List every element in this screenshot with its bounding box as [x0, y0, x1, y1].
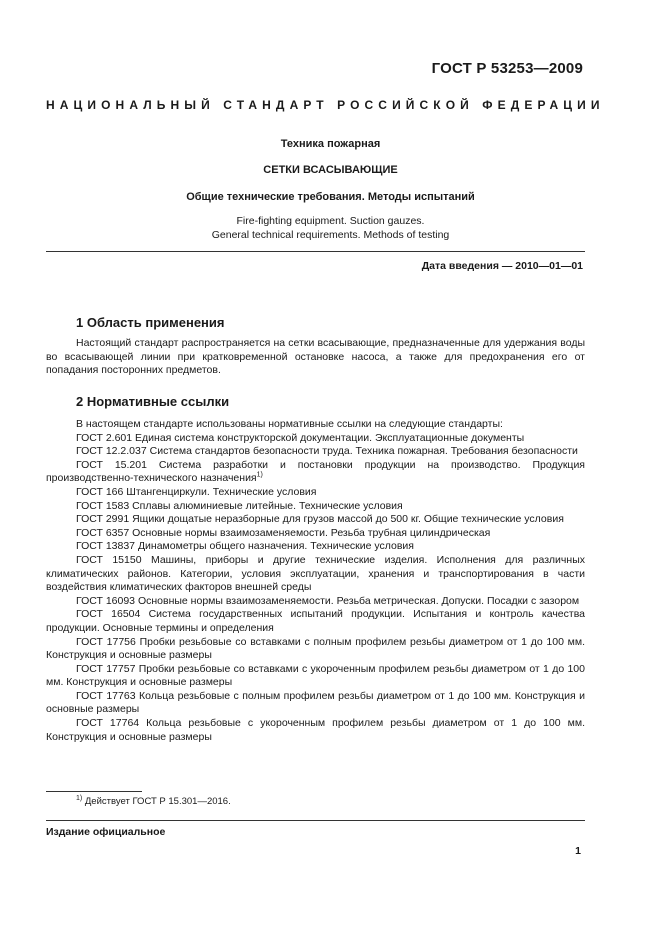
introduction-date: Дата введения — 2010—01—01 [421, 260, 583, 272]
reference-item: ГОСТ 17763 Кольца резьбовые с полным профилем резьбы диаметром от 1 до 100 мм. Конструкция и основные размеры [46, 689, 585, 716]
section-2-heading: 2 Нормативные ссылки [76, 394, 230, 409]
official-edition-label: Издание официальное [46, 826, 166, 838]
national-standard-banner: НАЦИОНАЛЬНЫЙ СТАНДАРТ РОССИЙСКОЙ ФЕДЕРАЦИИ [46, 98, 605, 112]
section-2-intro: В настоящем стандарте использованы нормативные ссылки на следующие стандарты: [76, 418, 503, 430]
reference-text: ГОСТ 15.201 Система разработки и постановки продукции на производство. Продукция производственно-технического назначения [46, 458, 585, 485]
section-1-paragraph: Настоящий стандарт распространяется на сетки всасывающие, предназначенные для удержания воды во всасывающей линии при кратковременной остановке насоса, а также для предохранения его от попадания посторонних предметов. [46, 337, 585, 377]
footnote-divider [46, 791, 142, 792]
reference-item: ГОСТ 16504 Система государственных испытаний продукции. Испытания и контроль качества продукции. Основные термины и определения [46, 608, 585, 634]
title-english-line2: General technical requirements. Methods of testing [211, 229, 450, 241]
footnote-marker: 1) [256, 471, 263, 479]
reference-item: ГОСТ 17764 Кольца резьбовые с укороченным профилем резьбы диаметром от 1 до 100 мм. Конструкция и основные размеры [46, 717, 585, 743]
title-english-line1: Fire-fighting equipment. Suction gauzes. [236, 215, 425, 227]
footnote [76, 796, 231, 807]
title-subtitle: Общие технические требования. Методы испытаний [186, 191, 475, 203]
footnote-text: Действует ГОСТ Р 15.301—2016. [84, 796, 231, 807]
section-1-heading: 1 Область применения [76, 315, 225, 330]
divider-top [46, 251, 585, 252]
section-2-body [46, 418, 585, 744]
reference-item: ГОСТ 2.601 Единая система конструкторской документации. Эксплуатационные документы [76, 431, 525, 444]
footnote-marker: 1) [76, 794, 83, 802]
reference-item: ГОСТ 13837 Динамометры общего назначения. Технические условия [76, 540, 414, 553]
reference-item: ГОСТ 15150 Машины, приборы и другие технические изделия. Исполнения для различных климатических районов. Категории, условия эксплуатации, хранения и транспортирования в части воздействия климатических факторов внешней среды [46, 553, 585, 594]
reference-item: ГОСТ 17757 Пробки резьбовые со вставками с укороченным профилем резьбы диаметром от 1 до 100 мм. Конструкция и основные размеры [46, 662, 585, 689]
page-number: 1 [575, 845, 581, 857]
divider-bottom [46, 820, 585, 821]
reference-item: ГОСТ 1583 Сплавы алюминиевые литейные. Технические условия [76, 499, 403, 512]
document-code: ГОСТ Р 53253—2009 [431, 60, 583, 77]
section-1-body [46, 337, 585, 378]
reference-item: ГОСТ 16093 Основные нормы взаимозаменяемости. Резьба метрическая. Допуски. Посадки с зазором [76, 594, 580, 607]
reference-item: ГОСТ 166 Штангенциркули. Технические условия [76, 485, 317, 498]
reference-item: ГОСТ 17756 Пробки резьбовые со вставками с полным профилем резьбы диаметром от 1 до 100 мм. Конструкция и основные размеры [46, 635, 585, 662]
reference-item: ГОСТ 6357 Основные нормы взаимозаменяемости. Резьба трубная цилиндрическая [76, 526, 491, 539]
title-main: СЕТКИ ВСАСЫВАЮЩИЕ [263, 164, 398, 176]
reference-item [46, 459, 585, 486]
reference-item: ГОСТ 12.2.037 Система стандартов безопасности труда. Техника пожарная. Требования безопасности [76, 445, 578, 458]
reference-item: ГОСТ 2991 Ящики дощатые неразборные для грузов массой до 500 кг. Общие технические условия [76, 513, 564, 526]
title-category: Техника пожарная [280, 138, 381, 150]
